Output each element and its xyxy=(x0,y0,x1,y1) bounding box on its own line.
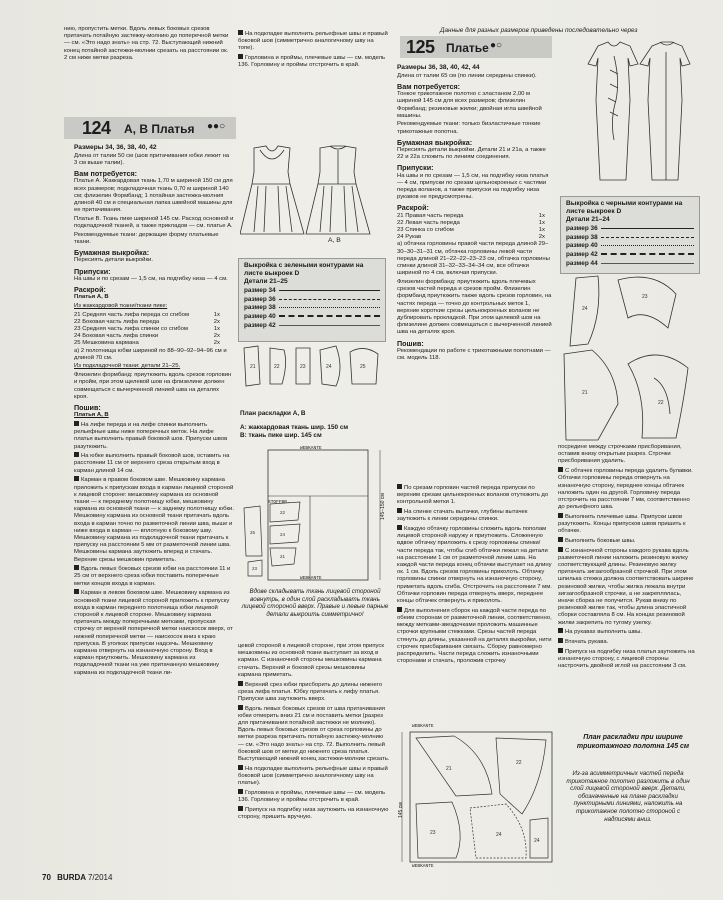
allowances-title: Припуски: xyxy=(397,163,434,173)
webkante-label: WEBKANTE xyxy=(412,724,434,729)
sew-step: На спинке стачать вытачки, глубины вытачек заутюжить к линии середины спинки. xyxy=(397,509,528,523)
pattern-box-124 xyxy=(238,258,386,342)
sew-step: Каждую обтачку горловины сложить вдоль пополам лицевой стороной наружу и приутюжить. Сложенную вдвое обтачку приложить к срезу горловины спинки/части переда так, чтобы сгиб обтачки лежал на детали на расстоянии 1 см от разметочной линии шва. На каждой части переда конец обтачки выступает на длину ок. 1 см. Вдоль срезов горловины приколоть. Обтачку горловины спинки отвернуть на изнаночную сторону, приметать вдоль сгиба. Отстрочить на расстоянии 7 мм. Обтачки горловин переда отвернуть вверх, переднее концы обтачек отвернуть и приколоть. xyxy=(397,526,552,605)
allowances-text: На швы и по срезам — 1,5 см, на подгибку низа — 4 см. xyxy=(74,275,228,282)
paper-pattern-title: Бумажная выкройка: xyxy=(74,248,150,258)
size-row: размер 36 xyxy=(239,295,385,304)
model-125-instructions xyxy=(397,64,553,484)
sew-step: Горловина и проймы, плечевые швы — см. модель 136. Горловину и проймы отстрочить в край. xyxy=(238,789,386,804)
webkante-label: WEBKANTE xyxy=(300,576,322,581)
need-text: Тонкое трикотажное полотно с эластаном 2,00 м шириной 145 см для всех размеров; флизелин Формбанд; резиновые жилки; двойная игла швейной машины. xyxy=(397,91,542,119)
flizelin-note: Флизелин формбанд: приутюжить вдоль срезов горловин и пройм, при этом щелевой шов на флизелине должен совмещаться с вычерченной линией шва на деталях кроя. xyxy=(74,372,232,400)
sizes: Размеры 34, 36, 38, 40, 42 xyxy=(74,144,157,151)
sew-step: На юбке выполнить правый боковой шов, оставить на расстоянии 11 см от верхнего среза открытым вход в карман длиной 14 см. xyxy=(74,453,230,474)
sewing-intro: Рекомендации по работе с трикотажными полотнами — см. модель 118. xyxy=(397,347,551,362)
layout-note-124: Вдове складывать ткань лицевой стороной вовнутрь, в один слой раскладывать ткань лицевой стороной вверх. Правые и левые парные детали выкроить симметрично! xyxy=(241,588,389,618)
sew-step: Втачать рукава. xyxy=(558,638,698,646)
sewing-title: Пошив: xyxy=(397,338,424,348)
need-A: Платье А. Жаккардовая ткань 1,70 м шириной 150 см для всех размеров; подкладочная ткань 0,70 м шириной 140 см; флизелин Формбанд; 1 потайная застежка-молния длиной 40 см и специальная лапка швейной машины для ее притачивания. xyxy=(74,178,233,214)
svg-text:21: 21 xyxy=(446,766,452,772)
binding-note: а) обтачка горловины правой части переда длиной 29–30–30–31–31 см, обтачка горловины левой части переда длиной 21–22–22–23–23 см, обтачка горловины спинки длиной 31–32–33–34–34 см, все обтачки шириной по 4 см, включая припуски. xyxy=(397,241,550,277)
webkante-label: WEBKANTE xyxy=(412,864,434,869)
part-item: 21 Правая часть переда 1х xyxy=(397,212,545,219)
difficulty-dots: ●●○ xyxy=(207,121,226,132)
layout-plan-124 xyxy=(240,444,388,586)
part-item: 23 Спинка со сгибом 1х xyxy=(397,227,545,234)
allowances-text: На швы и по срезам — 1,5 см, на подгибку низа платья — 4 см, припуски по срезам цельнокроеных с частями переда воланов, а также припуски на подгибку низа рукавов не предусмотрены. xyxy=(397,172,549,201)
page-footer xyxy=(42,873,112,882)
sizes: Размеры 36, 38, 40, 42, 44 xyxy=(397,64,480,71)
page-header-note: Данные для разных размеров приведены последовательно через xyxy=(440,27,638,34)
pattern-box-title: Выкройка с зелеными контурами на листе выкроек D Детали 21–25 xyxy=(244,262,364,285)
cutting-sub: Платья А, В xyxy=(74,294,109,301)
magazine-name: BURDA xyxy=(57,873,86,882)
part-item: 24 Боковая часть лифа спинки 2х xyxy=(74,333,220,340)
plan-title-124: План раскладки А, В xyxy=(240,410,306,417)
model-125-header xyxy=(400,36,552,58)
svg-text:23: 23 xyxy=(300,364,306,370)
plan-B: В: ткань пике шир. 145 см xyxy=(240,432,322,439)
part-item: 22 Левая часть переда 1х xyxy=(397,219,545,226)
svg-text:22: 22 xyxy=(274,364,280,370)
size-row: размер 34 xyxy=(239,286,385,295)
need-B: Платье В. Ткань пике шириной 145 см. Расход основной и подкладочной тканей, а также прикладов — см. платье А. xyxy=(74,215,234,230)
sew-step: По срезам горловин частей переда припуски по верхним срезам цельнокроеных воланов отутюжить до контрольной метки 1. xyxy=(397,485,549,506)
size-row: размер 38 xyxy=(561,233,699,242)
svg-text:21: 21 xyxy=(280,554,286,559)
need-title: Вам потребуется: xyxy=(397,81,461,91)
part-item: 21 Средняя часть лифа переда со сгибом 1х xyxy=(74,311,220,318)
issue-number: 7/2014 xyxy=(87,873,113,882)
sew-step: Вдоль левых боковых срезов юбки на расстоянии 11 и 25 см от верхнего среза юбки поставить поперечные метки концов входа в карман. xyxy=(74,566,231,587)
size-row: размер 40 xyxy=(561,242,699,251)
need-title: Вам потребуется: xyxy=(74,169,138,179)
skirt-note: а) 2 полотнища юбки шириной по 88–90–92–94–96 см и длиной 70 см. xyxy=(74,347,227,361)
model-125-sewing xyxy=(397,484,553,720)
svg-text:23: 23 xyxy=(430,830,436,836)
svg-text:23: 23 xyxy=(252,566,258,571)
svg-text:22: 22 xyxy=(280,510,286,515)
dress-124-sketch xyxy=(240,142,390,244)
part-item: 25 Мешковина кармана 2х xyxy=(74,340,220,347)
continuation-paragraph: цевой стороной к лицевой стороне, при этом припуск мешковины из основной ткани выступает за вход в карман. С изнаночной стороны мешковины кармана стачать. Верхний и боковой срезы мешковины кармана приметать. xyxy=(238,643,384,678)
size-row: размер 42 xyxy=(561,250,699,259)
sew-step: На лифе переда и на лифе спинки выполнить рельефные швы ниже поперечных меток. На лифе платья выполнить правый боковой шов. Припуски швов разутюжить. xyxy=(74,421,228,450)
continuation-text-mid xyxy=(238,30,388,96)
recommended-fabrics: Рекомендуемые ткани: только биэластичные тонкие трикотажные полотна. xyxy=(397,121,541,135)
webkante-label: WEBKANTE xyxy=(300,446,322,451)
model-title: А, В Платья xyxy=(124,122,195,136)
size-row: размер 44 xyxy=(561,259,699,268)
stoffbruch-label: STOFFBR. xyxy=(268,500,290,505)
continuation-paragraph: посредине между строчками присборивания, оставив внизу открытым разрез. Строчки присборивания удалить. xyxy=(558,444,682,465)
svg-text:24: 24 xyxy=(280,532,286,537)
pattern-box-title: Выкройка с черными контурами на листе выкроек D Детали 21–24 xyxy=(566,200,683,223)
size-row: размер 40 xyxy=(239,312,385,321)
svg-text:23: 23 xyxy=(642,294,648,300)
continuation-paragraph: нию, пропустить метки. Вдоль левых боковых срезов притачать потайную застежку-молнию до поперечной метки — см. «Это надо знать» на стр. 72. Выступающий нижний конец потайной застежки-молнии срезать на расстоянии ок. 2 см ниже метки разреза. xyxy=(64,26,229,61)
sew-step: Выполнить плечевые швы. Припуски швов разутюжить. Концы припусков швов пришить к обтачке. xyxy=(558,513,686,535)
sew-step: Карман в левом боковом шве. Мешковину кармана из основной ткани лицевой стороной приложить к припуску входа в карман переднего полотнища юбки лицевой стороной к лицевой стороне. Мешковину кармана притачать между поперечными метками, пропуская строчку от верхней поперечной метки наискосок вверх, от нижней поперечной метки — наискосок вниз к краю припуска. В уголках припуски надсечь. Мешковину кармана отвернуть на изнаночную сторону. Вход в карман приутюжить. Мешковину кармана из подкладочной ткани на уже притачанную мешковину кармана из подкладочной ткани ли- xyxy=(74,590,233,676)
model-124-continuation xyxy=(238,643,390,869)
sew-step: С обтачек горловины переда удалить булавки. Обтачки горловины переда отвернуть на изнаночную сторону, переднее концы обтачек наложить один на другой. Горловину переда отстрочить на расстоянии 7 мм, соответственно до рельефного шва. xyxy=(558,468,693,511)
svg-text:21: 21 xyxy=(582,390,588,396)
model-number: 125 xyxy=(406,37,435,57)
svg-text:24: 24 xyxy=(496,832,502,838)
svg-text:21: 21 xyxy=(250,364,256,370)
cutting-title: Раскрой: xyxy=(397,203,429,213)
model-124-instructions xyxy=(74,144,234,870)
size-row: размер 38 xyxy=(239,304,385,313)
size-row: размер 36 xyxy=(561,224,699,233)
parts-list xyxy=(74,312,234,348)
paper-pattern-title: Бумажная выкройка: xyxy=(397,137,473,147)
neckline-step: Горловина и проймы, плечевые швы — см. модель 136. Горловину и проймы отстрочить в край. xyxy=(238,55,386,69)
sew-step: Верхний срез юбки присборить до длины нижнего среза лифа платья. Юбку притачать к лифу платья. Припуски шва заутюжить вверх. xyxy=(238,681,383,702)
lining-note: Из подкладочной ткани: детали 21–25. xyxy=(74,363,181,370)
allowances-title: Припуски: xyxy=(74,266,111,276)
model-124-header xyxy=(64,117,236,139)
svg-text:25: 25 xyxy=(360,364,366,370)
length: Длина от талии 50 см (шов притачивания юбки лежит на 3 см выше талии). xyxy=(74,152,230,166)
fabric-width-label: 145–150 см xyxy=(380,493,386,520)
layout-plan-125 xyxy=(396,724,556,870)
sew-step: Припуск на подгибку низа платья заутюжить на изнаночную сторону, с лицевой стороны настрочить двойной иглой на расстоянии 3 см. xyxy=(558,648,695,670)
sew-step: Выполнить боковые швы. xyxy=(558,537,698,545)
flizelin-note: Флизелин формбанд: приутюжить вдоль плечевых срезов частей переда и срезов пройм. Флизелин формбанд приутюжить также вдоль срезов горловин, на частях переда — точно до контрольных меток 1, верхние короткие срезы цельнокроеных воланов не дублировать прокладкой. При этом щелевой шов на флизелине должен совмещаться с вычерченной линией шва на деталях кроя. xyxy=(397,278,552,336)
sewing-sub: Платья А, В xyxy=(74,412,109,419)
sew-step: На подкладке выполнить рельефные швы и правый боковой шов (симметрично аналогичному шву на платье). xyxy=(238,765,388,787)
sew-step: Карман в правом боковом шве. Мешковину кармана приложить к припускам входа в карман лицевой стороной к лицевой стороне: мешковину кармана из основной ткани — к переднему полотнищу юбки, мешковину кармана из основной ткани — к заднему полотнищу юбки. Мешковину кармана из основной ткани притачать вдоль входа в карман точно по разметочной линии шва, выше и ниже входа в карман — вплотную к боковому шву. Мешковину кармана из подкладочной ткани притачать к припуску на расстоянии 5 мм от разметочной линии шва. Мешковины кармана заутюжить вперед и стачать. Верхние срезы мешковин приметать. xyxy=(74,477,234,563)
continuation-text-left xyxy=(64,26,232,96)
pattern-box-125 xyxy=(560,196,700,274)
svg-text:22: 22 xyxy=(516,760,522,766)
sew-step: На рукавах выполнить швы. xyxy=(558,628,698,636)
recommended-fabrics: Рекомендуемые ткани: держащие форму платьевые ткани. xyxy=(74,231,219,245)
layout-note-125: Из-за асимметричных частей переда трикотажное полотно разложить в один слой лицевой стороной вверх. Детали, обозначенные на плане раскладки пунктирными линиями, наложить на трикотажное полотно стороной с надписями вниз. xyxy=(566,770,690,823)
plan-title-125: План раскладки при ширине трикотажного полотна 145 см xyxy=(576,734,690,750)
svg-text:24: 24 xyxy=(534,838,540,844)
pattern-pieces-124 xyxy=(240,344,388,402)
dress-125-sketch xyxy=(586,40,696,192)
plan-A: А: жаккардовая ткань шир. 150 см xyxy=(240,424,349,431)
sew-step: Для выполнения сборок на каждой части переда по обеим сторонам от разметочной линии, соответственно, между метками-звездочками проложить машинные строчки крупными стежками. Срезы частей переда стянуть до длины, указанной на деталях выкройки, нити строчек присбаривания связать. Сборку равномерно распределить. Части переда сложить изнаночными сторонами и стачать, проложив строчку xyxy=(397,607,552,665)
fabric-width-label: 145 см xyxy=(398,802,404,818)
model-125-continuation xyxy=(558,444,698,722)
size-row: размер 42 xyxy=(239,321,385,330)
page-number: 70 xyxy=(42,873,51,882)
length: Длина от талии 65 см (по линии середины спинки). xyxy=(397,72,537,79)
svg-text:24: 24 xyxy=(326,364,332,370)
svg-text:22: 22 xyxy=(658,400,664,406)
parts-list xyxy=(397,213,553,242)
part-item: 23 Средняя часть лифа спинки со сгибом 1х xyxy=(74,325,220,332)
paper-pattern-text: Пересиять детали выкройки. xyxy=(74,257,153,264)
svg-text:25: 25 xyxy=(250,530,256,535)
part-item: 22 Боковая часть лифа переда 2х xyxy=(74,318,220,325)
pattern-pieces-125 xyxy=(558,274,700,444)
part-item: 24 Рукав 2х xyxy=(397,234,545,241)
paper-pattern-text: Пересиять детали выкройки. Детали 21 и 21а, а также 22 и 22а сложить по линиям соединения. xyxy=(397,147,546,161)
lining-step: На подкладке выполнить рельефные швы и правый боковой шов (симметрично аналогичному шву на топе). xyxy=(238,31,388,52)
difficulty-dots: ●○ xyxy=(490,40,503,51)
sew-step: Вдоль левых боковых срезов от шва притачивания юбки отмерить вниз 21 см и поставить метки (разрез для притачивания потайной застежки не молнию). Вдоль левых боковых срезов от среза горловины до метки разреза притачать потайную застежку-молнию — см. «Это надо знать» на стр. 72. Выполнить левый боковой шов от метки до нижнего среза платья. Выступающий нижний конец застежки-молнии срезать. xyxy=(238,705,390,763)
cutting-fabric: Из жаккардовой ткани/ткани пике: xyxy=(74,302,168,309)
model-title: Платье xyxy=(446,41,489,55)
sew-step: С изнаночной стороны каждого рукава вдоль разметочной линии наложить резиновую жилку соответствующей длины. Резиновую жилку притачать зигзагообразной строчкой. При этом шпилька стежка должна соответствовать ширине резиновой жилки, чтобы жилка лежала внутри зигзагообразной строчки, а не закреплялась, иначе сборка не получится. Рукав внизу по резиновой жилке так, чтобы длина эластичной сборки составляла 8 см. На концах резиновой жилки закрепить по тугому узелку. xyxy=(558,547,694,626)
sewing-title: Пошив: xyxy=(74,403,101,412)
cutting-title: Раскрой: xyxy=(74,284,106,294)
svg-text:24: 24 xyxy=(582,306,588,312)
sketch-label: А, В xyxy=(328,237,341,244)
model-number: 124 xyxy=(82,118,111,138)
sew-step: Припуск на подгибку низа заутюжить на изнаночную сторону, пришить вручную. xyxy=(238,806,389,820)
